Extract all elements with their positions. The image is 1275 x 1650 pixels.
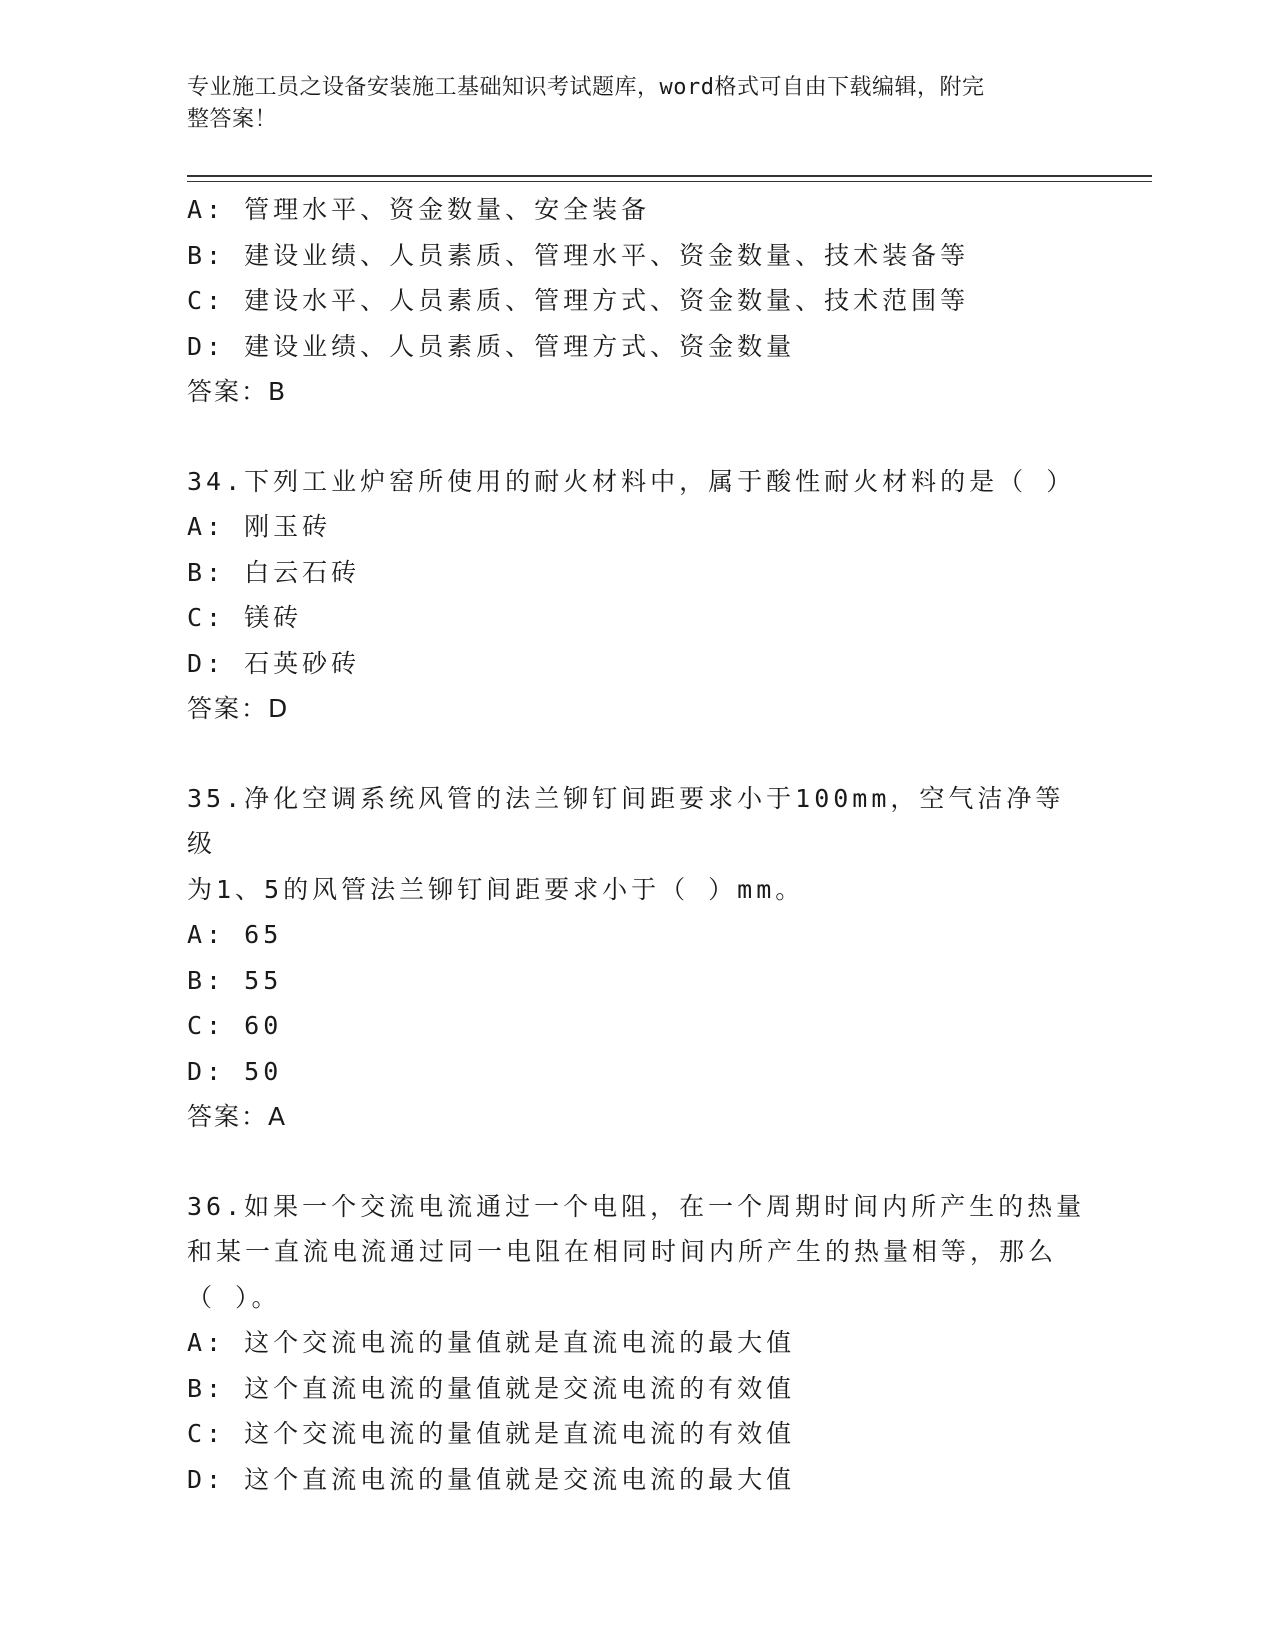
option-c: C: 60 <box>187 1011 283 1040</box>
option-c: C: 镁砖 <box>187 603 303 632</box>
header-title-line-2: 整答案！ <box>187 107 278 132</box>
answer-line: 答案：B <box>187 377 288 406</box>
question-34 <box>187 459 1087 732</box>
header-title-line-1: 专业施工员之设备安装施工基础知识考试题库，word格式可自由下载编辑，附完 <box>187 75 985 100</box>
option-b: B: 55 <box>187 965 283 995</box>
question-spacer <box>187 415 1087 459</box>
question-text-line-3: （ ）。 <box>187 1282 281 1312</box>
question-spacer <box>187 732 1087 776</box>
option-d: D: 石英砂砖 <box>187 648 361 678</box>
option-a: A: 这个交流电流的量值就是直流电流的最大值 <box>187 1328 796 1357</box>
question-list <box>187 187 1087 1502</box>
option-b: B: 建设业绩、人员素质、管理水平、资金数量、技术装备等 <box>187 240 970 270</box>
question-33 <box>187 187 1087 415</box>
question-text-line-1: 36.如果一个交流电流通过一个电阻，在一个周期时间内所产生的热量 <box>187 1191 1086 1221</box>
option-a: A: 65 <box>187 920 283 949</box>
question-text-line-1: 35.净化空调系统风管的法兰铆钉间距要求小于100mm，空气洁净等级 <box>187 783 1065 858</box>
header-divider-thin <box>187 181 1152 182</box>
question-spacer <box>187 1140 1087 1184</box>
option-d: D: 建设业绩、人员素质、管理方式、资金数量 <box>187 331 796 361</box>
option-b: B: 这个直流电流的量值就是交流电流的有效值 <box>187 1373 796 1403</box>
question-36 <box>187 1184 1087 1503</box>
answer-line: 答案：D <box>187 694 290 723</box>
document-header <box>187 72 1067 136</box>
option-c: C: 这个交流电流的量值就是直流电流的有效值 <box>187 1419 796 1448</box>
answer-line: 答案：A <box>187 1102 288 1131</box>
header-divider-thick <box>187 175 1152 177</box>
option-c: C: 建设水平、人员素质、管理方式、资金数量、技术范围等 <box>187 286 970 315</box>
option-b: B: 白云石砖 <box>187 557 361 587</box>
option-d: D: 这个直流电流的量值就是交流电流的最大值 <box>187 1464 796 1494</box>
question-35 <box>187 776 1087 1140</box>
question-text: 34.下列工业炉窑所使用的耐火材料中，属于酸性耐火材料的是（ ） <box>187 466 1076 496</box>
option-a: A: 管理水平、资金数量、安全装备 <box>187 195 651 224</box>
question-text-line-2: 为1、5的风管法兰铆钉间距要求小于（ ）mm。 <box>187 874 805 904</box>
option-d: D: 50 <box>187 1056 283 1086</box>
question-text-line-2: 和某一直流电流通过同一电阻在相同时间内所产生的热量相等，那么 <box>187 1237 1058 1266</box>
option-a: A: 刚玉砖 <box>187 512 332 541</box>
